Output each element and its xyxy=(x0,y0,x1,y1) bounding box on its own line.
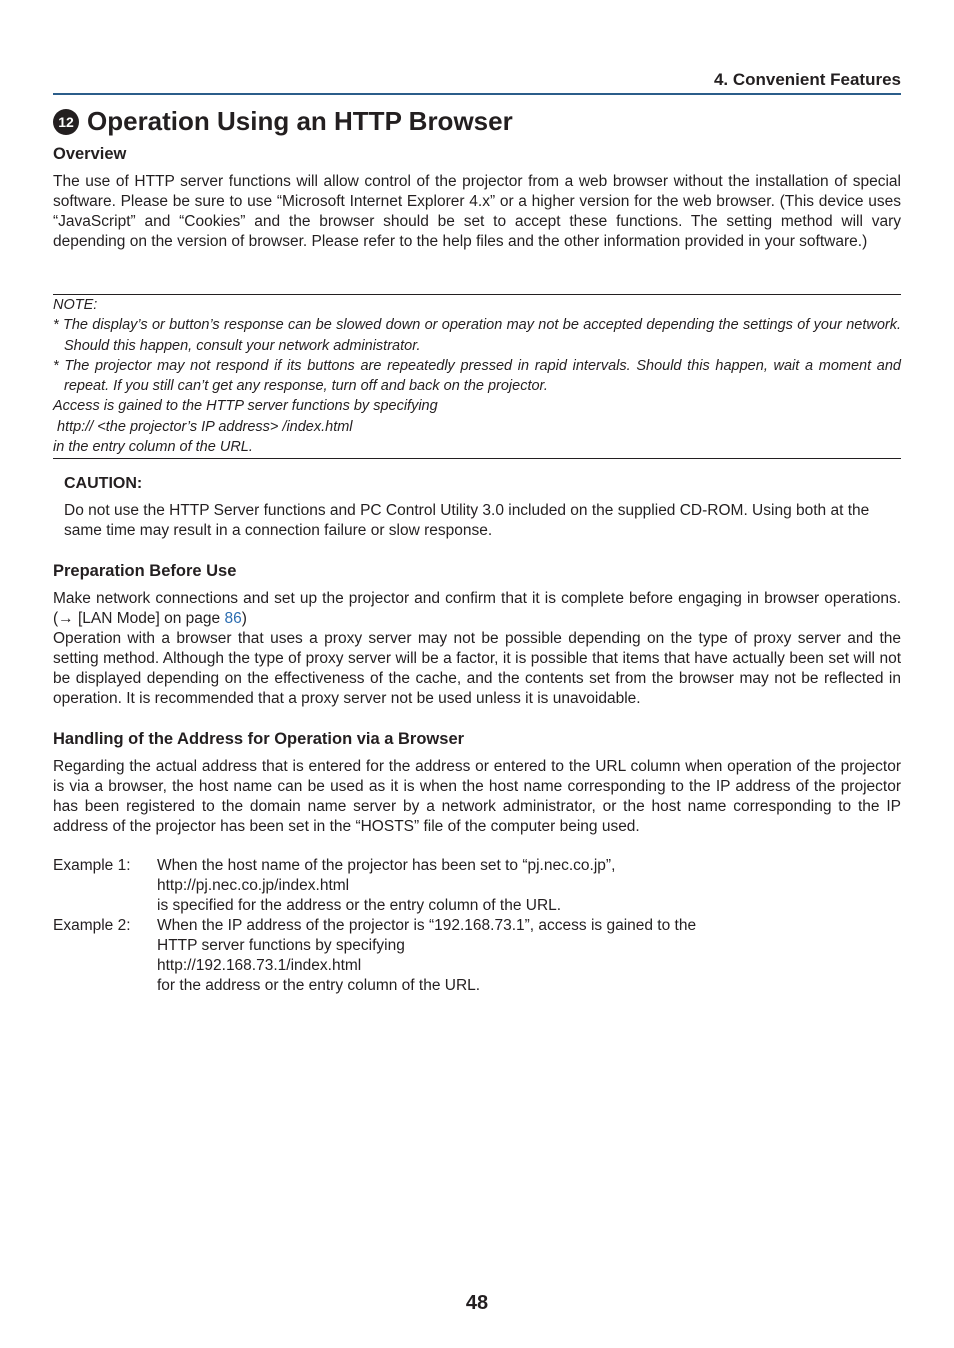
overview-heading: Overview xyxy=(53,145,127,163)
example-body xyxy=(157,856,615,916)
page-title-text: Operation Using an HTTP Browser xyxy=(87,106,513,136)
caution-heading: CAUTION: xyxy=(64,475,143,492)
example-line: When the host name of the projector has been set to “pj.nec.co.jp”, xyxy=(157,857,616,874)
example-url: http://192.168.73.1/index.html xyxy=(157,957,362,974)
note-bullet-2: * The projector may not respond if its buttons are repeatedly pressed in rapid intervals. Should this happen, wait a moment and repeat. If you still can’t get any response, turn off and back on the projector. xyxy=(53,357,901,395)
handling-heading: Handling of the Address for Operation via a Browser xyxy=(53,730,465,748)
preparation-text-start: Make network connections and set up the projector and confirm that it is complete before engaging in browser operations. (→ [LAN Mode] on page xyxy=(53,590,901,627)
page-number: 48 xyxy=(465,1292,489,1314)
note-bullet-1: * The display’s or button’s response can be slowed down or operation may not be accepted depending the settings of your network. Should this happen, consult your network administrator. xyxy=(53,317,901,354)
example-line: When the IP address of the projector is “192.168.73.1”, access is gained to the xyxy=(157,917,697,934)
preparation-text-2: Operation with a browser that uses a proxy server may not be possible depending on the type of proxy server and the setting method. Although the type of proxy server will be a factor, it is possible that items that have actually been set will not be displayed depending on the effectiveness of the cache, and the contents set from the browser may not be reflected in operation. It is recommended that a proxy server not be used unless it is unavoidable. xyxy=(53,630,901,707)
note-url-template: http:// <the projector’s IP address> /index.html xyxy=(57,418,353,435)
page-title xyxy=(53,106,513,137)
note-box xyxy=(53,294,901,459)
section-header: 4. Convenient Features xyxy=(713,70,901,89)
example-line: is specified for the address or the entry column of the URL. xyxy=(157,897,562,914)
example-label: Example 1: xyxy=(53,857,131,874)
note-line-3: in the entry column of the URL. xyxy=(53,439,253,456)
example-body xyxy=(157,916,696,996)
page-86-link[interactable]: 86 xyxy=(224,610,242,627)
handling-text: Regarding the actual address that is entered for the address or entered to the URL column when operation of the projector is via a browser, the host name can be used as it is when the host name corresponding to the IP address of the projector has been registered to the domain name server by a network administrator, or the host name corresponding to the IP address of the projector has been set in the “HOSTS” file of the computer being used. xyxy=(53,758,901,835)
overview-text: The use of HTTP server functions will allow control of the projector from a web browser without the installation of special software. Please be sure to use “Microsoft Internet Explorer 4.x” or a higher version for the web browser. (This device uses “JavaScript” and “Cookies” and the browser should be set to accept these functions. The setting method will vary depending on the version of browser. Please refer to the help files and the other information provided in your software.) xyxy=(53,173,901,250)
example-2 xyxy=(53,916,696,996)
circled-number-icon: 12 xyxy=(53,109,79,135)
example-label: Example 2: xyxy=(53,917,131,934)
note-label: NOTE: xyxy=(53,297,98,313)
example-line: for the address or the entry column of the URL. xyxy=(157,977,481,994)
example-1 xyxy=(53,856,696,916)
preparation-text xyxy=(53,589,901,709)
header-rule xyxy=(53,93,901,95)
example-line: HTTP server functions by specifying xyxy=(157,937,405,954)
caution-text: Do not use the HTTP Server functions and PC Control Utility 3.0 included on the supplied CD-ROM. Using both at the same time may result in a connection failure or slow response. xyxy=(64,502,870,539)
example-url: http://pj.nec.co.jp/index.html xyxy=(157,877,350,894)
examples-list xyxy=(53,856,696,996)
note-line-1: Access is gained to the HTTP server functions by specifying xyxy=(53,398,438,415)
preparation-heading: Preparation Before Use xyxy=(53,562,237,580)
preparation-text-end: ) xyxy=(241,610,247,627)
